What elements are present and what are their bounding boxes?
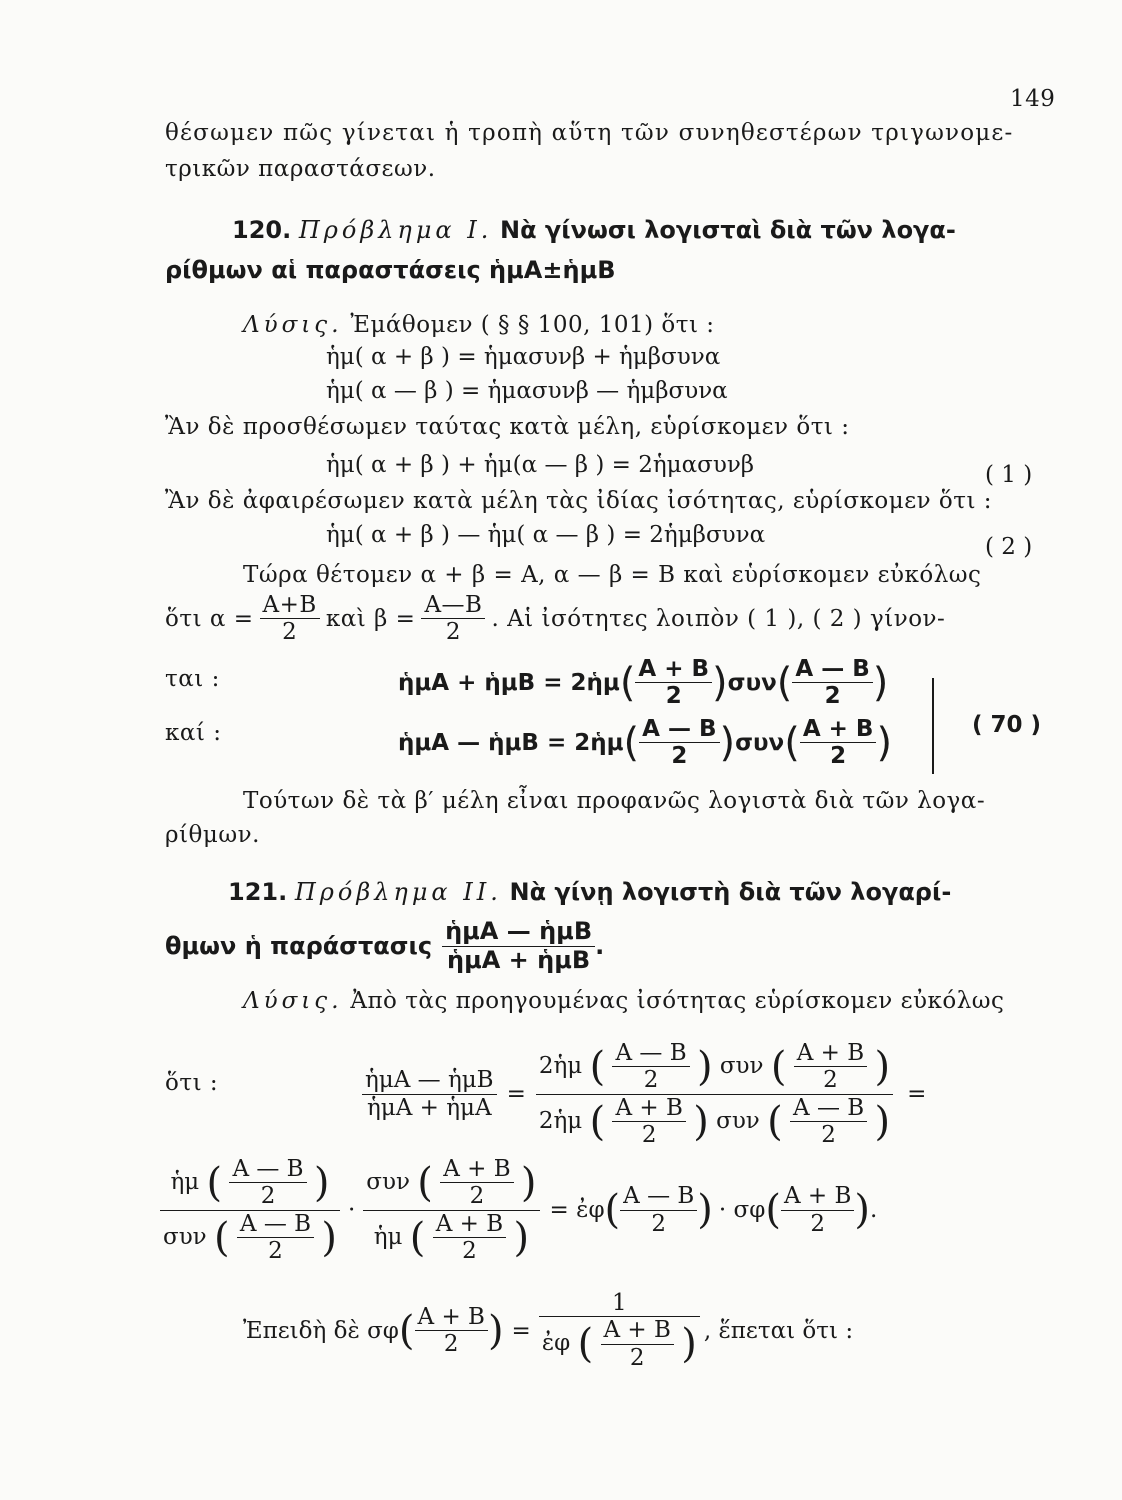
inner-fraction bbox=[612, 1040, 689, 1094]
inner-fraction bbox=[229, 1156, 306, 1210]
expression-fraction bbox=[442, 918, 595, 974]
fraction-a-numerator: Α+Β bbox=[262, 592, 317, 618]
equation-diff-angle: ἡμ( α — β ) = ἡμασυνβ — ἡμβσυνα bbox=[326, 378, 728, 404]
solution-label: Λύσις. bbox=[243, 988, 343, 1014]
fraction-numerator: Α — Β bbox=[793, 1094, 865, 1121]
text-subtract-members: Ἂν δὲ ἀφαιρέσωμεν κατὰ μέλη τὰς ἰδίας ἰσότητας, εὑρίσκομεν ὅτι : bbox=[165, 488, 993, 514]
reciprocal-fraction bbox=[539, 1290, 700, 1371]
inner-fraction bbox=[794, 1040, 867, 1094]
section-number: 120. bbox=[232, 216, 292, 244]
result-period: . bbox=[869, 1197, 878, 1224]
inner-fraction bbox=[440, 1156, 513, 1210]
section-121-title-text: θμων ἡ παράστασις bbox=[165, 932, 433, 961]
expression-period: . bbox=[595, 932, 605, 961]
fraction-numerator: ἡμΑ — ἡμΒ bbox=[445, 917, 593, 945]
text-oti: ὅτι : bbox=[165, 1070, 219, 1096]
text-touton: Τούτων δὲ τὰ β′ μέλη εἶναι προφανῶς λογιστὰ διὰ τῶν λογα- bbox=[243, 788, 986, 814]
equation-ratio bbox=[362, 1040, 926, 1149]
fraction-denominator: 2 bbox=[790, 1121, 867, 1148]
fraction-numerator: Α — Β bbox=[239, 1210, 312, 1237]
fraction-denominator: 2 bbox=[415, 1330, 488, 1357]
fraction-denominator: 2 bbox=[781, 1210, 854, 1237]
equation-2: ἡμ( α + β ) — ἡμ( α — β ) = 2ἡμβσυνα bbox=[326, 522, 766, 548]
fraction-denominator: συν ( $\frac{A — B}{2}$ ) bbox=[160, 1210, 340, 1265]
fraction-denominator: ἡμΑ + ἡμΒ bbox=[442, 946, 595, 975]
formula-70-number: ( 70 ) bbox=[972, 712, 1042, 738]
result-sf: · σφ bbox=[718, 1197, 766, 1224]
fraction-numerator: Α + Β bbox=[615, 1094, 683, 1121]
ef-label: ἐφ bbox=[541, 1330, 571, 1357]
result-ef-fraction bbox=[620, 1183, 697, 1237]
fraction-denominator: 2 bbox=[800, 742, 877, 769]
equation-cotangent: Ἐπειδὴ δὲ σφ ( $\frac{A + B}{2}$ ) = 1 ἐφ ( $\frac{A + B}{2}$ ) , ἕπεται ὅτι : bbox=[243, 1290, 854, 1371]
formula-70-diff-fraction-2 bbox=[800, 716, 877, 770]
equation-product: ἡμ ( $\frac{A — B}{2}$ ) συν ( $\frac{A — B}{2}$ ) · συν ( $\frac{A + B}{2}$ ) ἡμ ( $\frac{A + B}{2}$ ) = ἐφ ( $\frac{A — B}{2}$ ) · σφ ( $\frac{A + B}{2}$ ) . bbox=[160, 1156, 877, 1265]
fraction-numerator: Α — Β bbox=[623, 1183, 695, 1210]
fraction-numerator: 1 bbox=[612, 1290, 627, 1316]
inner-fraction bbox=[433, 1211, 506, 1265]
fraction-denominator: 2ἡμ ( $\frac{A + B}{2}$ ) συν ( $\frac{A — B}{2}$ ) bbox=[536, 1094, 893, 1149]
equation-1: ἡμ( α + β ) + ἡμ(α — β ) = 2ἡμασυνβ bbox=[326, 452, 755, 478]
syn-label: συν bbox=[163, 1223, 207, 1250]
fraction-denominator: 2 bbox=[237, 1237, 314, 1264]
fraction-numerator: Α — Β bbox=[615, 1040, 687, 1066]
formula-70-bracket bbox=[932, 678, 934, 774]
fraction-b-numerator: Α—Β bbox=[424, 592, 483, 618]
inner-fraction bbox=[601, 1317, 674, 1371]
fraction-numerator: Α + Β bbox=[802, 716, 874, 742]
fraction-denominator: 2 bbox=[612, 1066, 689, 1093]
text-tai: ται : bbox=[165, 666, 220, 692]
equation-sum-angle: ἡμ( α + β ) = ἡμασυνβ + ἡμβσυνα bbox=[326, 344, 721, 370]
solution-121-line bbox=[243, 988, 1004, 1014]
section-120-heading bbox=[232, 216, 956, 244]
syn-label: συν bbox=[716, 1107, 760, 1134]
text-substitution: Τώρα θέτομεν α + β = Α, α — β = Β καὶ εὑρίσκομεν εὐκόλως bbox=[243, 562, 982, 588]
formula-70-sum-syn: συν bbox=[727, 669, 777, 696]
section-title: Νὰ γίνωσι λογισταὶ διὰ τῶν λογα- bbox=[500, 216, 956, 244]
substitution-fractions bbox=[165, 592, 945, 646]
fraction-denominator: 2 bbox=[792, 682, 872, 709]
fraction-numerator: συν ( $\frac{A + B}{2}$ ) bbox=[366, 1156, 537, 1210]
syn-label: συν bbox=[719, 1052, 764, 1079]
fraction-denominator: 2 bbox=[440, 1182, 513, 1209]
result-ef: = ἐφ bbox=[549, 1197, 605, 1224]
formula-70-sum-fraction-2 bbox=[792, 656, 872, 710]
cot-fraction bbox=[415, 1304, 488, 1358]
ratio-lhs-fraction bbox=[362, 1067, 497, 1121]
equation-1-number: ( 1 ) bbox=[985, 462, 1033, 488]
text-isotites: . Αἱ ἰσότητες λοιπὸν ( 1 ), ( 2 ) γίνον- bbox=[491, 605, 946, 632]
text-kai: καί : bbox=[165, 720, 222, 746]
text-oti-a: ὅτι α = bbox=[165, 605, 254, 632]
fraction-denominator: 2 bbox=[229, 1182, 306, 1209]
fraction-denominator: 2 bbox=[612, 1121, 685, 1148]
hm-label: 2ἡμ bbox=[538, 1052, 583, 1079]
fraction-a bbox=[260, 592, 320, 646]
section-120-title-line-2: ρίθμων αἱ παραστάσεις ἡμΑ±ἡμΒ bbox=[165, 256, 616, 284]
formula-70-sum-fraction-1 bbox=[635, 656, 712, 710]
text-rithmon: ρίθμων. bbox=[165, 822, 260, 848]
section-number: 121. bbox=[228, 878, 288, 906]
fraction-b-denominator: 2 bbox=[421, 618, 485, 645]
hm-label: ἡμ bbox=[373, 1223, 403, 1250]
formula-70-diff-lhs: ἡμΑ — ἡμΒ = 2ἡμ bbox=[398, 729, 624, 756]
fraction-numerator: Α + Β bbox=[443, 1156, 511, 1182]
fraction-numerator: Α + Β bbox=[638, 656, 710, 682]
text-epetai: , ἕπεται ὅτι : bbox=[703, 1317, 854, 1344]
inner-fraction bbox=[790, 1095, 867, 1149]
section-title: Νὰ γίνῃ λογιστὴ διὰ τῶν λογαρί- bbox=[509, 878, 952, 906]
fraction-numerator: Α + Β bbox=[417, 1303, 485, 1330]
fraction-numerator: Α + Β bbox=[783, 1183, 852, 1210]
fraction-numerator: Α — Β bbox=[232, 1156, 304, 1182]
fraction-denominator: 2 bbox=[794, 1066, 867, 1093]
formula-70-sum-lhs: ἡμΑ + ἡμΒ = 2ἡμ bbox=[398, 669, 620, 696]
hm-label: ἡμ bbox=[170, 1168, 200, 1195]
inner-fraction bbox=[237, 1211, 314, 1265]
fraction-numerator: Α + Β bbox=[435, 1210, 504, 1237]
multiplication-dot: · bbox=[347, 1197, 356, 1224]
fraction-denominator: 2 bbox=[433, 1237, 506, 1264]
fraction-numerator: Α — Β bbox=[795, 656, 870, 682]
syn-label: συν bbox=[366, 1168, 410, 1195]
hm-label: 2ἡμ bbox=[538, 1107, 583, 1134]
fraction-denominator: 2 bbox=[601, 1344, 674, 1371]
fraction-denominator: 2 bbox=[620, 1210, 697, 1237]
fraction-numerator: 2ἡμ ( $\frac{A — B}{2}$ ) συν ( $\frac{A + B}{2}$ ) bbox=[538, 1040, 891, 1094]
product-fraction-2 bbox=[363, 1156, 539, 1265]
equals-sign: = bbox=[511, 1317, 531, 1344]
inner-fraction bbox=[612, 1095, 685, 1149]
solution-label: Λύσις. bbox=[243, 312, 343, 338]
equals-sign: = bbox=[506, 1081, 526, 1108]
intro-line-2: τρικῶν παραστάσεων. bbox=[165, 156, 436, 182]
equals-sign: = bbox=[907, 1081, 927, 1108]
section-121-heading bbox=[228, 878, 951, 906]
result-sf-fraction bbox=[781, 1183, 854, 1237]
formula-70-diff-syn: συν bbox=[735, 729, 785, 756]
fraction-denominator: 2 bbox=[635, 682, 712, 709]
page-number: 149 bbox=[1010, 86, 1056, 112]
fraction-numerator: ἡμΑ — ἡμΒ bbox=[365, 1067, 494, 1094]
text-epeidi: Ἐπειδὴ δὲ σφ bbox=[243, 1317, 399, 1344]
formula-70-difference: ἡμΑ — ἡμΒ = 2ἡμ ( $\frac{A — B}{2}$ ) συν ( $\frac{A + B}{2}$ ) bbox=[398, 716, 893, 770]
fraction-numerator: Α + Β bbox=[796, 1040, 865, 1066]
fraction-denominator: ἐφ ( $\frac{A + B}{2}$ ) bbox=[539, 1316, 700, 1371]
equation-2-number: ( 2 ) bbox=[985, 534, 1033, 560]
fraction-a-denominator: 2 bbox=[260, 618, 320, 645]
fraction-numerator: Α — Β bbox=[642, 716, 717, 742]
solution-text: Ἐμάθομεν ( § § 100, 101) ὅτι : bbox=[350, 312, 715, 338]
text-add-members: Ἂν δὲ προσθέσωμεν ταύτας κατὰ μέλη, εὑρίσκομεν ὅτι : bbox=[165, 414, 850, 440]
product-fraction-1 bbox=[160, 1156, 340, 1265]
fraction-denominator: ἡμΑ + ἡμΑ bbox=[362, 1094, 497, 1121]
formula-70-sum: ἡμΑ + ἡμΒ = 2ἡμ ( $\frac{A + B}{2}$ ) συν ( $\frac{A — B}{2}$ ) bbox=[398, 656, 889, 710]
text-kai-b: καὶ β = bbox=[325, 605, 416, 632]
solution-120-line bbox=[243, 312, 715, 338]
intro-line-1: θέσωμεν πῶς γίνεται ἡ τροπὴ αὕτη τῶν συνηθεστέρων τριγωνομε- bbox=[165, 120, 1014, 146]
section-121-title-line-2 bbox=[165, 918, 604, 974]
solution-text: Ἀπὸ τὰς προηγουμένας ἰσότητας εὑρίσκομεν εὐκόλως bbox=[350, 988, 1005, 1014]
fraction-b bbox=[421, 592, 485, 646]
ratio-rhs-fraction bbox=[536, 1040, 893, 1149]
fraction-denominator: 2 bbox=[639, 742, 719, 769]
fraction-denominator: ἡμ ( $\frac{A + B}{2}$ ) bbox=[363, 1210, 539, 1265]
problem-label: Πρόβλημα Ι. bbox=[298, 216, 493, 244]
fraction-numerator: Α + Β bbox=[603, 1317, 671, 1344]
fraction-numerator: ἡμ ( $\frac{A — B}{2}$ ) bbox=[170, 1156, 330, 1210]
formula-70-diff-fraction-1 bbox=[639, 716, 719, 770]
problem-label: Πρόβλημα ΙΙ. bbox=[294, 878, 502, 906]
